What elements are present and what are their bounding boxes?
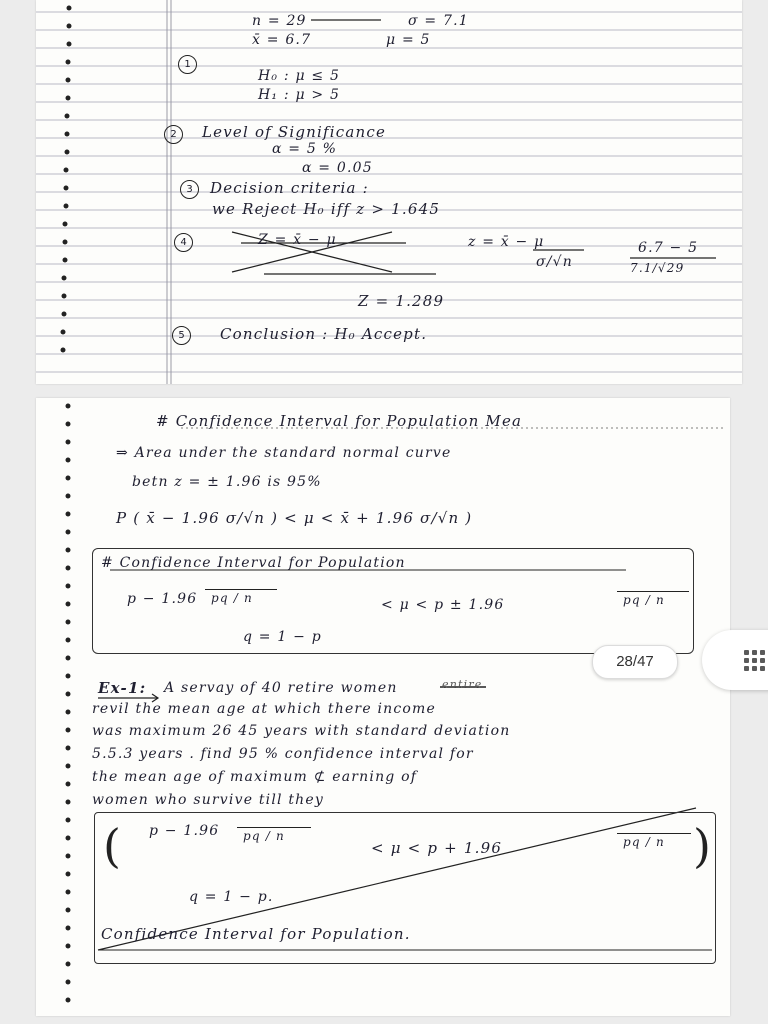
example-line-2: revil the mean age at which there income bbox=[92, 701, 436, 717]
area-statement: ⇒ Area under the standard normal curve bbox=[116, 445, 452, 461]
z-substitution-numerator: 6.7 − 5 bbox=[638, 240, 699, 256]
z-substitution-denominator: 7.1/√29 bbox=[630, 261, 685, 275]
notebook-page-1 bbox=[36, 0, 742, 384]
box1-interval-middle: < μ < p ± 1.96 bbox=[381, 597, 505, 613]
example-line-5: the mean age of maximum ⊄ earning of bbox=[92, 769, 418, 785]
given-n: n = 29 bbox=[252, 13, 307, 29]
example-line-4: 5.5.3 years . find 95 % confidence interval for bbox=[92, 746, 474, 762]
box1-lower-bound: p − 1.96 bbox=[127, 591, 198, 607]
box1-sqrt-right: pq / n bbox=[623, 593, 665, 607]
example-line-1: A servay of 40 retire women bbox=[164, 680, 398, 696]
probability-formula: P ( x̄ − 1.96 σ/√n ) < μ < x̄ + 1.96 σ/√n ) bbox=[116, 509, 473, 527]
z-formula-numerator: z = x̄ − μ bbox=[468, 234, 545, 250]
decision-rule: we Reject H₀ iff z > 1.645 bbox=[212, 200, 441, 218]
box2-open-paren: ( bbox=[103, 819, 121, 873]
notebook-page-2 bbox=[36, 398, 730, 1016]
box2-sqrt-left-bar bbox=[237, 827, 311, 828]
box1-sqrt-left: pq / n bbox=[211, 591, 253, 605]
example-struck-word: entire bbox=[442, 678, 483, 691]
box1-sqrt-right-bar bbox=[617, 591, 689, 592]
box2-footer: Confidence Interval for Population. bbox=[101, 925, 411, 943]
box2-q-definition: q = 1 − p. bbox=[189, 889, 274, 905]
step-2-marker: 2 bbox=[164, 125, 183, 144]
step-2-title: Level of Significance bbox=[202, 123, 387, 141]
example-line-3: was maximum 26 45 years with standard deviation bbox=[92, 723, 511, 739]
ci-heading: # Confidence Interval for Population Mea bbox=[156, 412, 523, 430]
grid-dots-icon bbox=[744, 650, 764, 670]
ci-population-box bbox=[92, 548, 694, 654]
z-result: Z = 1.289 bbox=[358, 292, 445, 310]
crossed-out-formula: Z = x̄ − μ bbox=[258, 232, 337, 248]
null-hypothesis: H₀ : μ ≤ 5 bbox=[258, 68, 341, 84]
step-3-marker: 3 bbox=[180, 180, 199, 199]
z-formula-denominator: σ/√n bbox=[536, 254, 574, 270]
ci-example-box bbox=[94, 812, 716, 964]
box1-q-definition: q = 1 − p bbox=[243, 629, 322, 645]
box2-close-paren: ) bbox=[693, 819, 711, 873]
given-xbar: x̄ = 6.7 bbox=[252, 32, 312, 48]
step-1-marker: 1 bbox=[178, 55, 197, 74]
alpha-value: α = 0.05 bbox=[302, 160, 373, 176]
given-mu: μ = 5 bbox=[386, 32, 431, 48]
box2-lower-bound: p − 1.96 bbox=[149, 823, 220, 839]
grid-menu-button[interactable] bbox=[702, 630, 768, 690]
box1-sqrt-left-bar bbox=[205, 589, 277, 590]
box2-sqrt-right: pq / n bbox=[623, 835, 665, 849]
alternative-hypothesis: H₁ : μ > 5 bbox=[258, 87, 341, 103]
step-3-title: Decision criteria : bbox=[210, 179, 369, 197]
conclusion: Conclusion : H₀ Accept. bbox=[220, 325, 428, 343]
box2-sqrt-right-bar bbox=[617, 833, 691, 834]
step-5-marker: 5 bbox=[172, 326, 191, 345]
alpha-percent: α = 5 % bbox=[272, 141, 338, 157]
page-indicator: 28/47 bbox=[592, 645, 678, 679]
example-label: Ex-1: bbox=[98, 679, 147, 697]
given-sigma: σ = 7.1 bbox=[408, 13, 469, 29]
step-4-marker: 4 bbox=[174, 233, 193, 252]
example-line-6: women who survive till they bbox=[92, 792, 324, 808]
box2-sqrt-left: pq / n bbox=[243, 829, 285, 843]
betn-statement: betn z = ± 1.96 is 95% bbox=[132, 474, 322, 490]
box1-title: # Confidence Interval for Population bbox=[101, 555, 406, 571]
box2-interval-middle: < μ < p + 1.96 bbox=[371, 839, 503, 857]
